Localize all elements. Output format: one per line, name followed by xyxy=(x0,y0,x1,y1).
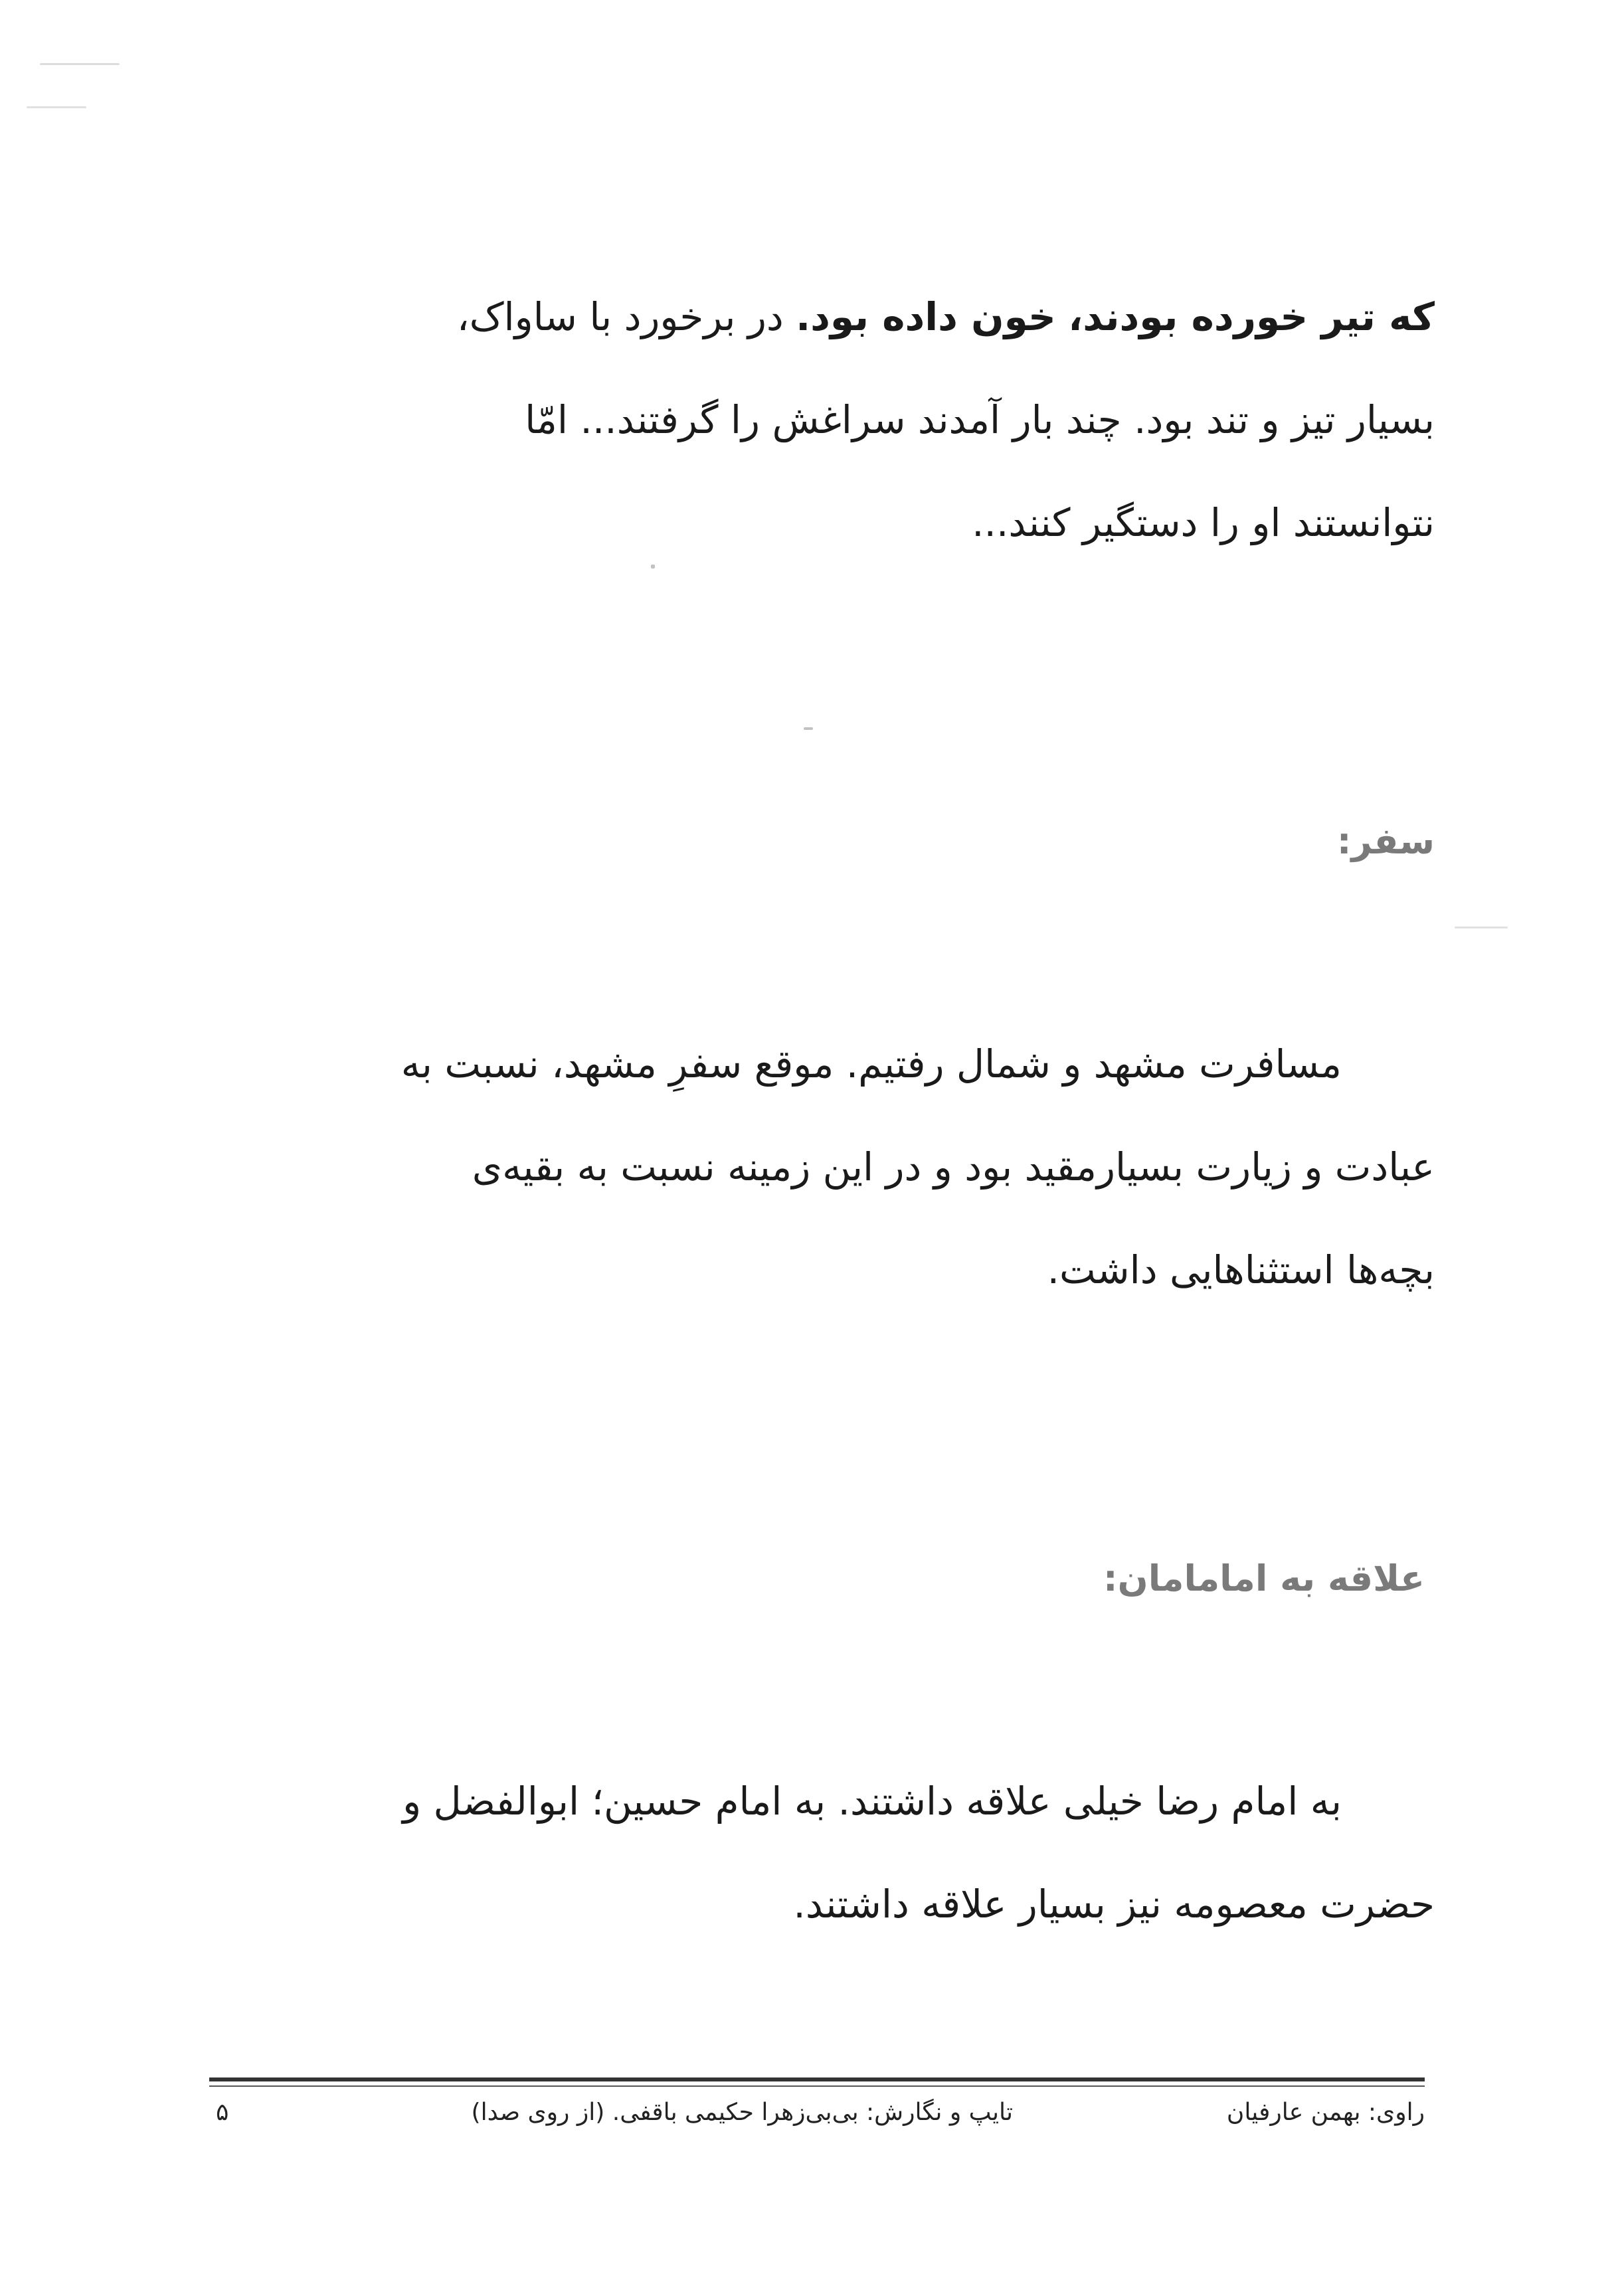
footer-narrator: راوی: بهمن عارفیان xyxy=(1226,2099,1425,2126)
section-heading-travel: سفر: xyxy=(1336,820,1435,862)
paragraph-1-line-1 xyxy=(173,266,1435,369)
paragraph-1-line-2: بسیار تیز و تند بود. چند بار آمدند سراغش را گرفتند... امّا xyxy=(525,397,1435,442)
page-number: ۵ xyxy=(216,2099,229,2126)
paragraph-2-line-2: عبادت و زیارت بسیارمقید بود و در این زمینه نسبت به بقیه‌ی xyxy=(472,1144,1435,1190)
scan-speck xyxy=(804,727,813,730)
paragraph-3-line-2: حضرت معصومه نیز بسیار علاقه داشتند. xyxy=(793,1882,1435,1927)
scan-speck xyxy=(40,63,120,65)
section-heading-love-of-imams: علاقه به امامامان: xyxy=(1103,1557,1425,1599)
footer-rule xyxy=(209,2077,1425,2081)
bold-phrase-1: که تیر خورده بودند، xyxy=(1068,294,1435,339)
paragraph-2-line-3: بچه‌ها استثناهایی داشت. xyxy=(1047,1247,1435,1292)
paragraph-1 xyxy=(173,266,1435,574)
paragraph-3 xyxy=(173,1750,1435,1956)
scan-speck xyxy=(27,106,86,108)
paragraph-3-line-1: به امام رضا خیلی علاقه داشتند. به امام حسین؛ ابوالفضل و xyxy=(403,1779,1342,1824)
paragraph-1-line-3: نتوانستند او را دستگیر کنند... xyxy=(972,500,1435,545)
bold-phrase-2: خون داده بود. xyxy=(796,294,1056,339)
page-footer xyxy=(209,2099,1425,2139)
paragraph-2 xyxy=(173,1013,1435,1322)
footer-rule-thin xyxy=(209,2085,1425,2087)
scan-speck xyxy=(1455,927,1508,928)
paragraph-1-line-1-rest: در برخورد با ساواک، xyxy=(456,294,784,339)
paragraph-2-line-1: مسافرت مشهد و شمال رفتیم. موقع سفرِ مشهد، نسبت به xyxy=(401,1041,1342,1087)
footer-typist: تایپ و نگارش: بی‌بی‌زهرا حکیمی باقفی. (از روی صدا) xyxy=(471,2099,1013,2126)
